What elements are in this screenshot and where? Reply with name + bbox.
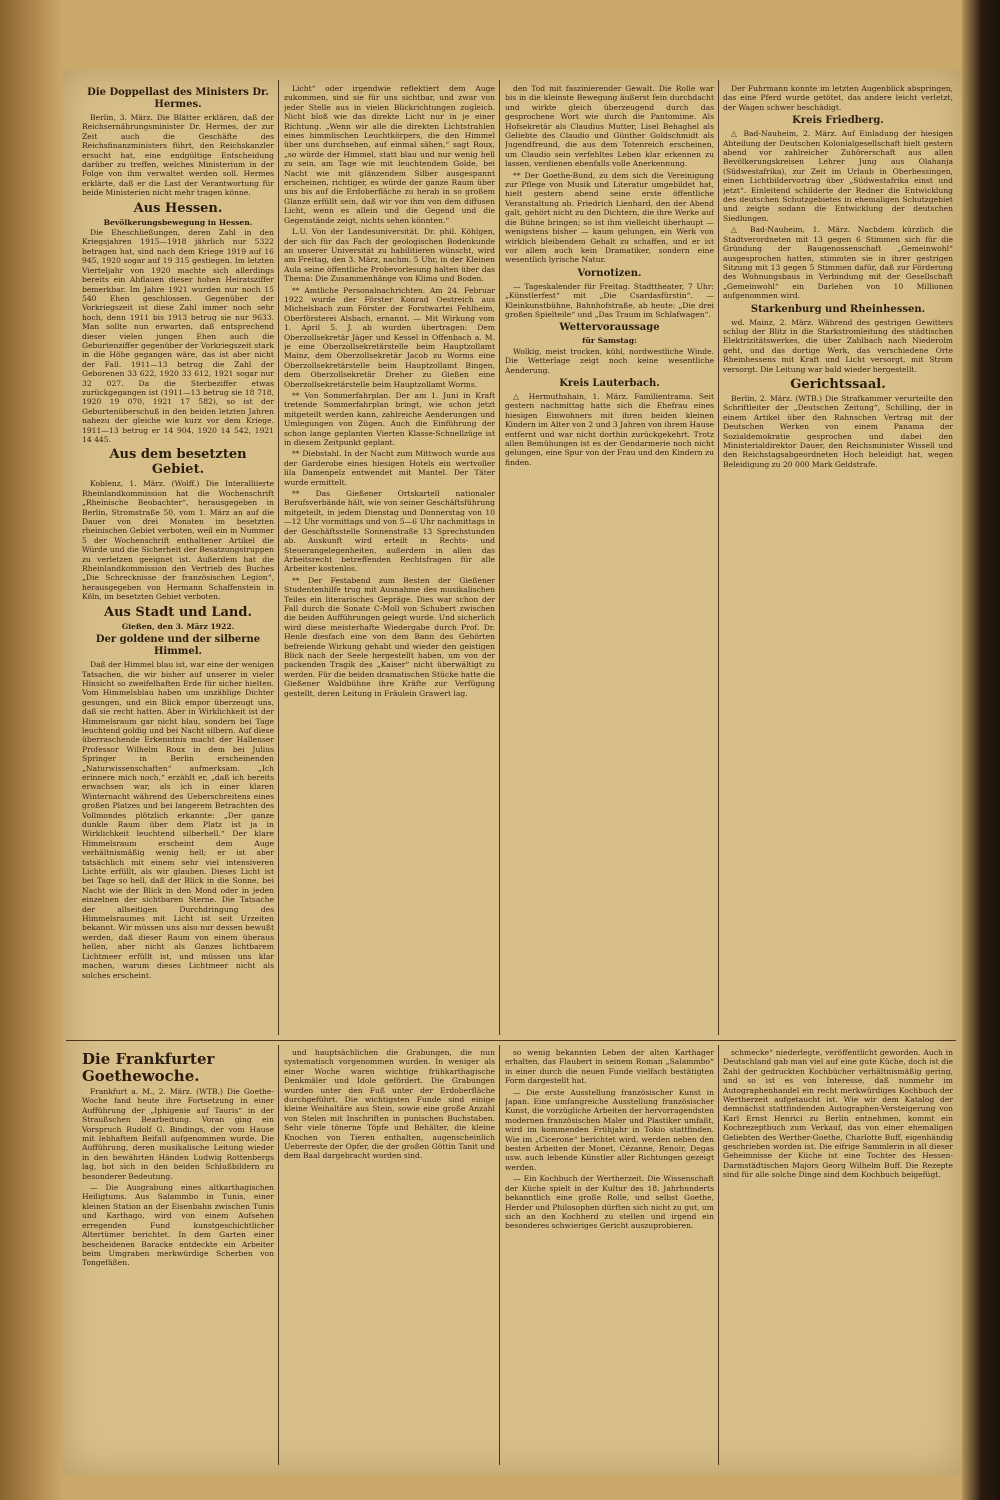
column-rule <box>499 80 500 1035</box>
column-rule <box>499 1045 500 1465</box>
article-paragraph: Der Fuhrmann konnte im letzten Augenblick abspringen, das eine Pferd wurde getötet, das andere leicht verletzt, der Wagen schwer beschädigt. <box>723 84 953 112</box>
article-paragraph: — Tageskalender für Freitag. Stadttheater, 7 Uhr: „Künstlerfest“ mit „Die Csardasfürstin“. — Kleinkunstbühne, Bahnhofstraße, ab heute: „Die drei großen Spielteile“ und „Das Traum im Schlafwagen“. <box>505 281 714 319</box>
bottom-column-4 <box>723 1048 953 1463</box>
article-paragraph: und hauptsächlichen die Grabungen, die nun systematisch vorgenommen wurden. In weniger als einer Woche waren wichtige frühkarthagische Denkmäler und Idole gefördert. Die Grabungen wurden unter den Fuß unter der Erdoberfläche durchgeführt. Die wichtigsten Funde sind einige kleine Weihaltäre aus Stein, sowie eine große Anzahl von Stelen mit Inschriften in punischen Buchstaben. Sehr viele tönerne Töpfe und Behälter, die kleine Knochen von Tieren enthalten, augenscheinlich Ueberreste der Opfer, die der großen Göttin Tanit und dem Baal dargebracht worden sind. <box>284 1048 495 1161</box>
article-paragraph: Die Eheschließungen, deren Zahl in den Kriegsjahren 1915—1918 jährlich nur 5322 betragen hat, sind nach dem Kriege 1919 auf 16 945, 1920 sogar auf 19 315 gestiegen. Im letzten Vierteljahr von 1920 machte sich allerdings bereits ein Abflauen dieser hohen Heiratsziffer bemerkbar. Im Jahre 1921 wurden nur noch 15 540 Ehen geschlossen. Gegenüber der Vorkriegszeit ist diese Zahl immer noch sehr hoch, denn 1911 bis 1913 betrug sie nur 9633. Man sollte nun erwarten, daß entsprechend dieser vielen jungen Ehen auch die Geburtenziffer gegenüber der Vorkriegszeit stark in die Höhe gegangen wäre, das ist aber nicht der Fall. 1911—13 betrug die Zahl der Geborenen 33 622, 1920 33 612, 1921 sogar nur 32 027. Da die Sterbeziffer etwas zurückgegangen ist (1911—13 betrug sie 18 718, 1920 19 070, 1921 17 582), so ist der Geburtenüberschuß in den beiden letzten Jahren nahezu der gleiche wie kurz vor dem Kriege. 1911—13 betrug er 14 904, 1920 14 542, 1921 14 445. <box>82 228 274 444</box>
section-headline: Gerichtssaal. <box>790 376 886 392</box>
column-4 <box>723 84 953 1034</box>
article-paragraph: den Tod mit faszinierender Gewalt. Die Rolle war bis in die kleinste Bewegung äußerst fein durchdacht und wirkte gleich überzeugend durch das gesprochene Wort wie durch die Pantomime. Als Hofsekretär als Claudius Mutter, Lisel Behaghel als Geliebte des Claudio und Günther Goldschmidt als Jugendfreund, die aus dem Totenreich erscheinen, um Claudio sein verfehltes Leben klar erkennen zu lassen, verdienen ebenfalls volle Anerkennung. <box>505 84 714 169</box>
article-paragraph: ** Diebstahl. In der Nacht zum Mittwoch wurde aus der Garderobe eines hiesigen Hotels ein wertvoller lila Damenpelz entwendet mit Mantel. Der Täter wurde ermittelt. <box>284 449 495 487</box>
article-paragraph: wd. Mainz, 2. März. Während des gestrigen Gewitters schlug der Blitz in die Starkstromleitung des städtischen Elektrizitätswerkes, die über Zahlbach nach Niederolm geht, und das dortige Werk, das verschiedene Orte Rheinhessens mit Kraft und Licht versorgt, mit Strom versorgt. Die Leitung war bald wieder hergestellt. <box>723 317 953 374</box>
section-headline: Aus dem besetzten Gebiet. <box>109 447 247 478</box>
article-paragraph: — Die Ausgrabung eines altkarthagischen Heiligtums. Aus Salammbo in Tunis, einer kleinen Station an der Eisenbahn zwischen Tunis und Karthago, wird von einem Aufsehen erregenden Fund kunstgeschichtlicher Altertümer berichtet. In dem Garten einer bescheidenen Baracke entdeckte ein Arbeiter beim Umgraben merkwürdige Scherben von Tongefäßen. <box>82 1183 274 1268</box>
article-subheadline: Bevölkerungsbewegung in Hessen. <box>103 217 253 227</box>
article-paragraph: Licht“ oder irgendwie reflektiert dem Auge zukommen, sind sie für uns sichtbar, und zwar von jeder Stelle aus in vielen Blickrichtungen zugleich. Nicht bloß wie das direkte Licht nur in je einer Richtung. „Wenn wir alle die direkten Lichtstrahlen eines himmlischen Leuchtkörpers, die den Himmel über uns durchsehen, auf einmal sähen,“ sagt Roux, „so würde der Himmel, statt blau und nur wenig hell zu sein, am Tage wie mit leuchtendem Golde, bei Nacht wie mit glänzendem Silber ausgespannt erscheinen, richtiger, es würde der ganze Raum über uns bis auf die Erdoberfläche zu herab in so großem Glanze erfüllt sein, daß wir vor ihm von dem diffusen Licht, wenn es allein und die Gegend und die Gegenstände zeigt, nichts sehen könnten.“ <box>284 84 495 225</box>
article-paragraph: — Die erste Ausstellung französischer Kunst in Japan. Eine umfangreiche Ausstellung französischer Kunst, die vorzügliche Arbeiten der hervorragendsten modernen französischen Maler und Plastiker umfaßt, wird im kommenden Frühjahr in Tokio stattfinden. Wie im „Cicerone“ berichtet wird, werden neben den besten Arbeiten der Monet, Cézanne, Renoir, Degas usw. auch lebende Künstler aller Richtungen gezeigt werden. <box>505 1087 714 1172</box>
section-headline: Starkenburg und Rheinhessen. <box>750 303 926 315</box>
article-paragraph: ** Von Sommerfahrplan. Der am 1. Juni in Kraft tretende Sommerfahrplan bringt, wie schon jetzt mitgeteilt werden kann, zahlreiche Aenderungen und Umlegungen von Zügen. Auch die Einführung der schon lange geplanten Vierten Klasse-Schnellzüge ist in diesem Zeitpunkt geplant. <box>284 391 495 448</box>
article-paragraph: △ Bad-Nauheim, 1. März. Nachdem kürzlich die Stadtverordneten mit 13 gegen 6 Stimmen sich für die Gründung der Baugenossenschaft „Gemeinwohl“ ausgesprochen hatten, stimmten sie in ihrer gestrigen Sitzung mit 13 gegen 5 Stimmen dafür, daß zur Förderung des Wohnungsbaus in Verbindung mit der Gesellschaft „Gemeinwohl“ ein Darlehen von 10 Millionen aufgenommen wird. <box>723 225 953 301</box>
article-paragraph: Daß der Himmel blau ist, war eine der wenigen Tatsachen, die wir bisher auf unserer in vieler Hinsicht so zweifelhaften Erde für sicher hielten. Vom Himmelsblau haben uns unzählige Dichter gesungen, und ein Blick empor überzeugt uns, daß sie recht hatten. Aber in Wirklichkeit ist der Himmelsraum gar nicht blau, sondern bei Tage leuchtend goldig und bei Nacht silbern. Auf diese überraschende Erkenntnis macht der Hallenser Professor Wilhelm Roux in dem bei Julius Springer in Berlin erscheinenden „Naturwissenschaften“ aufmerksam. „Ich erinnere mich noch,“ erzählt er, „daß ich bereits erwachsen war, als ich in einer klaren Winternacht während des Ueberschreitens eines großen Platzes und bei langerem Betrachten des Vollmondes plötzlich erkannte: „Der ganze dunkle Raum über dem Platz ist ja in Wirklichkeit leuchtend silberhell.“ Der klare Himmelsraum erscheint dem Auge verhältnismäßig wenig hell; er ist aber tatsächlich mit einem sehr viel intensiveren Lichte erfüllt, als wir glauben. Dieses Licht ist bei Tage so hell, daß der Blick in die Sonne, bei Nacht wie der Blick in den Mond oder in jeden einzelnen der sichtbaren Sterne. Die Tatsache der allseitigen Durchdringung des Himmelsraumes mit Licht ist seit Urzeiten bekannt. Wir müssen uns also nur dessen bewußt werden, daß dieser Raum von einem überaus hellen, aber nicht als Ganzes lichtbarem Lichtmeer erfüllt ist, und müssen uns klar machen, warum dieses Lichtmeer nicht als solches erscheint. <box>82 660 274 980</box>
book-binding <box>0 0 62 1500</box>
article-headline: Die Doppellast des Ministers Dr. Hermes. <box>87 87 269 110</box>
column-1 <box>82 84 274 1034</box>
page-edge-shadow <box>962 0 1000 1500</box>
article-paragraph: Koblenz, 1. März. (Wolff.) Die Interalliierte Rheinlandkommission hat die Wochenschrift „Rheinische Beobachter“, herausgegeben in Berlin, Stromstraße 50, vom 1. März an auf die Dauer von drei Monaten im besetzten rheinischen Gebiet verboten, weil ein in Nummer 5 der Wochenschrift enthaltener Artikel die Würde und die Sicherheit der Besatzungstruppen zu verletzen geeignet ist. Außerdem hat die Rheinlandkommission den Vertrieb des Buches „Die Schrecknisse der französischen Legion“, herausgegeben von Hermann Schaffenstein in Köln, im besetzten Gebiet verboten. <box>82 479 274 602</box>
article-paragraph: schmecke“ niederlegte, veröffentlicht geworden. Auch in Deutschland gab man viel auf eine gute Küche, doch ist die Zahl der gedruckten Kochbücher verhältnismäßig gering, und so ist es von Interesse, daß nunmehr im Autographenhandel ein recht merkwürdiges Kochbuch der Wertherzeit aufgetaucht ist. Wie wir dem Katalog der demnächst stattfindenden Autographen-Versteigerung von Karl Ernst Henrici zu Berlin entnehmen, kommt ein Kochrezeptbuch zum Verkauf, das von einer ehemaligen Geliebten des Werther-Goethe, Charlotte Buff, eigenhändig geschrieben worden ist. Die eifrige Sammlerin in all dieser Geheimnisse der Küche ist eine Tochter des Hessen-Darmstädtischen Majors Georg Wilhelm Buff. Die Rezepte sind für alle solche Dinge sind dem Kochbuch beigefügt. <box>723 1048 953 1180</box>
article-paragraph: Frankfurt a. M., 2. März. (WTB.) Die Goethe-Woche fand heute ihre Fortsetzung in einer Aufführung der „Iphigenie auf Tauris“ in der Straußschen Bearbeitung. Voran ging ein Vorspruch Rudolf G. Bindings, der vom Hause mit lebhaftem Beifall aufgenommen wurde. Die Aufführung, deren musikalische Leitung wieder in den bewährten Händen Ludwig Rottenbergs lag, bot sich in den beiden Schlußbildern zu besonderer Bedeutung. <box>82 1087 274 1181</box>
bottom-column-1 <box>82 1048 274 1463</box>
section-headline: Aus Stadt und Land. <box>104 604 252 620</box>
article-paragraph: ** Der Festabend zum Besten der Gießener Studentenhilfe trug mit Ausnahme des musikalischen Teiles ein literarisches Gepräge. Dies war schon der Fall durch die Sonate C-Moll von Schubert zwischen die beiden Aufführungen gelegt wurde. Und sicherlich wird diese meisterhafte Wiedergabe durch Prof. Dr. Henle diesfach eine von dem Bann des Gehörten befreiende Wirkung gehabt und wieder den geistigen Blick nach der Seele hergestellt haben, um von der packenden Tragik des „Kaiser“ nicht überwältigt zu werden. Für die beiden dramatischen Stücke hatte die Gießener Waldbühne ihre Kräfte zur Verfügung gestellt, deren Leitung in Fräulein Grawert lag. <box>284 575 495 698</box>
column-3 <box>505 84 714 1034</box>
article-paragraph: L.U. Von der Landesuniversität. Dr. phil. Köhlgen, der sich für das Fach der geologischen Bodenkunde an unserer Universität zu habilitieren wünscht, wird am Freitag, den 3. März, nachm. 5 Uhr, in der Kleinen Aula seine öffentliche Probevorlesung halten über das Thema: Die Zusammenhänge von Klima und Boden. <box>284 227 495 284</box>
article-paragraph: so wenig bekannten Leben der alten Karthager erhalten, das Flaubert in seinem Roman „Salammbo“ in einer durch die neuen Funde vielfach bestätigten Form dargestellt hat. <box>505 1048 714 1086</box>
section-separator <box>66 1040 956 1041</box>
column-rule <box>718 80 719 1035</box>
column-2 <box>284 84 495 1034</box>
section-headline: Kreis Lauterbach. <box>559 377 660 389</box>
column-rule <box>718 1045 719 1465</box>
section-headline: Wettervoraussage <box>559 322 660 334</box>
dateline: Gießen, den 3. März 1922. <box>121 621 235 631</box>
article-paragraph: — Ein Kochbuch der Wertherzeit. Die Wissenschaft der Küche spielt in der Kultur des 18. Jahrhunderts bekanntlich eine große Rolle, und selbst Goethe, Herder und Philosophen dürften sich nicht zu gut, um sich an den Kochherd zu stellen und irgend ein besonderes schwieriges Gericht auszuprobieren. <box>505 1174 714 1231</box>
article-headline: Der goldene und der silberne Himmel. <box>95 634 261 658</box>
article-paragraph: ** Amtliche Personalnachrichten. Am 24. Februar 1922 wurde der Förster Konrad Oestreich aus Michelsbach zum Förster der Forstwartei Fehlheim, Oberförsterei Alsbach, ernannt. — Mit Wirkung vom 1. April 5. J. ab wurden übertragen: Dem Oberzollsekretär Jäger und Kessel in Offenbach a. M. je eine Oberzollsekretärstelle beim Hauptzollamt Mainz, dem Oberzollsekretär Jacob zu Worms eine Oberzollsekretärstelle beim Hauptzollamt Bingen, dem Oberzollsekretär Dreher zu Gießen eine Oberzollsekretärstelle beim Hauptzollamt Worms. <box>284 285 495 389</box>
article-paragraph: ** Der Goethe-Bund, zu dem sich die Vereinigung zur Pflege von Musik und Literatur umgebildet hat, hielt gestern abend seine erste öffentliche Veranstaltung ab. Friedrich Lienhard, den der Abend galt, gehört nicht zu den Dichtern, die ihre Werke auf die Bühne bringen; so ist ihm vielleicht überhaupt — wenigstens bisher — kaum gelungen, ein Werk von wirklich bleibendem Gehalt zu schaffen, und er ist vor allem auch kein Dramatiker, sondern eine wesentlich lyrische Natur. <box>505 170 714 265</box>
article-paragraph: Berlin, 3. März. Die Blätter erklären, daß der Reichsernährungsminister Dr. Hermes, der zur Zeit auch die Geschäfte des Reichsfinanzministers führt, den Reichskanzler ersucht hat, eine endgültige Entscheidung darüber zu treffen, welches Ministerium in der Folge von ihm verwaltet werden soll. Hermes erklärte, daß er die Last der Verantwortung für beide Ministerien nicht mehr tragen könne. <box>82 113 274 198</box>
section-headline: Vornotizen. <box>577 267 642 279</box>
article-subheadline: für Samstag: <box>582 336 637 346</box>
bottom-column-3 <box>505 1048 714 1463</box>
section-headline: Kreis Friedberg. <box>792 115 884 127</box>
section-headline: Aus Hessen. <box>133 200 223 216</box>
column-rule <box>278 1045 279 1465</box>
article-paragraph: Wolkig, meist trocken, kühl, nordwestliche Winde. Die Wetterlage zeigt noch keine wesentliche Aenderung. <box>505 346 714 375</box>
article-paragraph: △ Bad-Nauheim, 2. März. Auf Einladung der hiesigen Abteilung der Deutschen Kolonialgesellschaft hielt gestern abend vor zahlreicher Zuhörerschaft aus allen Bevölkerungskreisen Lehrer Jung aus Olahanja (Südwestafrika), zur Zeit im Urlaub in Oberbessingen, einen Lichtbildervortrag über „Südwestafrika einst und jetzt“. Einleitend schilderte der Redner die Entwicklung des deutschen Schutzgebietes in ehemaligen Schutzgebiet und zeigte sodann die Entwicklung der deutschen Siedlungen. <box>723 129 953 223</box>
bottom-column-2 <box>284 1048 495 1463</box>
article-paragraph: ** Das Gießener Ortskartell nationaler Berufsverbände hält, wie von seiner Geschäftsführung mitgeteilt, in jedem Dienstag und Donnerstag von 10—12 Uhr vormittags und von 5—6 Uhr nachmittags in der Geschäftsstelle Sonnenstraße 13 Sprechstunden ab. Auskunft wird erteilt in Rechts- und Steuerangelegenheiten, außerdem in allen das Arbeitsrecht betreffenden Rechtsfragen für alle Arbeiter kostenlos. <box>284 489 495 574</box>
article-paragraph: Berlin, 2. März. (WTB.) Die Strafkammer verurteilte den Schriftleiter der „Deutschen Zeitung“, Schilling, der in einem Artikel über den Rahnschen Vertrag mit der Deutschen Werken von einem Panama der Sozialdemokratie gesprochen und dabei den Ministerialdirektor Dauer, den Reichsminister Wissell und den Reichstagsabgeordneten Hoch beleidigt hat, wegen Beleidigung zu 20 000 Mark Geldstrafe. <box>723 393 953 469</box>
column-rule <box>278 80 279 1035</box>
article-paragraph: △ Hermuthshain, 1. März. Familientrama. Seit gestern nachmittag hatte sich die Ehefrau eines hiesigen Einwohners mit ihren beiden kleinen Kindern im Alter von 2 und 3 Jahren von ihrem Hause entfernt und war nicht dorthin zurückgekehrt. Trotz allen Bemühungen ist es der Gendarmerie noch nicht gelungen, eine Spur von der Frau und den Kindern zu finden. <box>505 391 714 467</box>
feature-headline: Die Frankfurter Goethewoche. <box>82 1050 215 1085</box>
